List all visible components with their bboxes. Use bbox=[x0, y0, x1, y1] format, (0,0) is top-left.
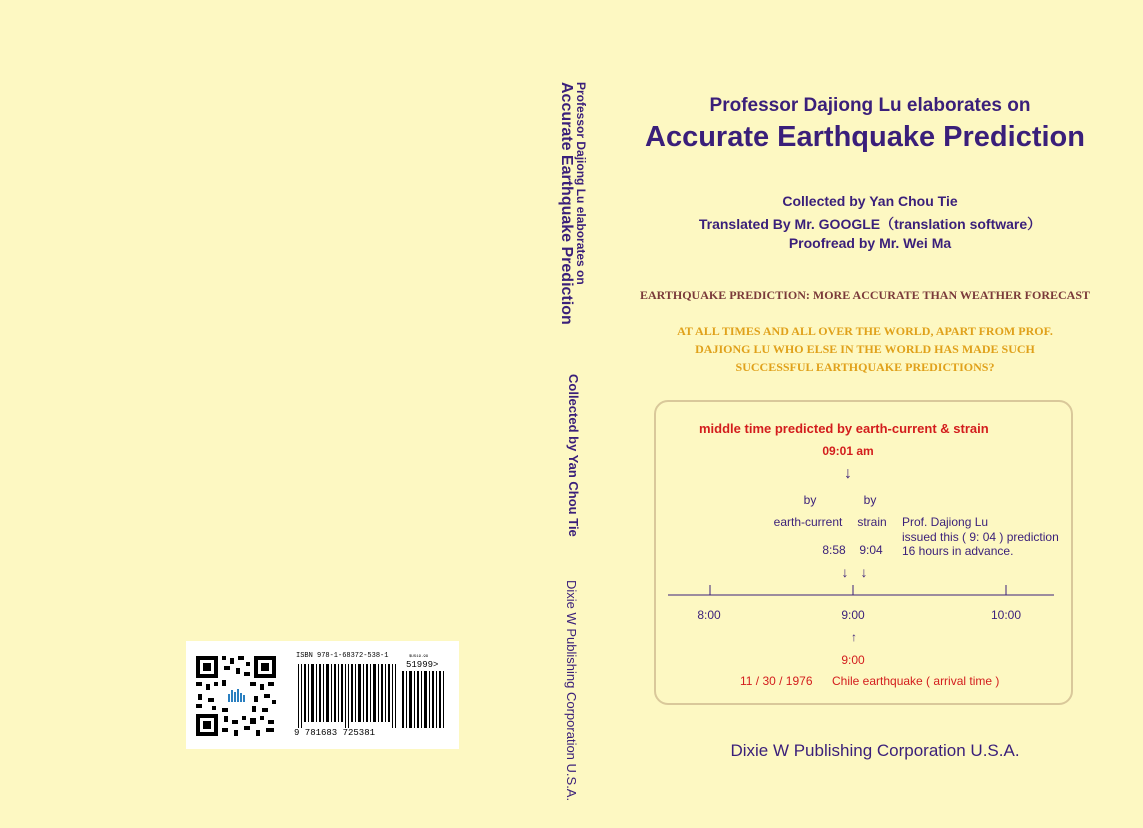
qr-code-icon bbox=[194, 654, 278, 738]
cover-publisher: Dixie W Publishing Corporation U.S.A. bbox=[730, 741, 1020, 760]
middle-time: 09:01 am bbox=[822, 444, 874, 458]
earth-current-arrow-icon: ↓ bbox=[841, 564, 849, 580]
credit-translator: Translated By Mr. GOOGLE（translation software） bbox=[698, 216, 1042, 232]
middle-time-arrow-icon: ↓ bbox=[844, 465, 852, 482]
credit-collector: Collected by Yan Chou Tie bbox=[782, 193, 958, 209]
isbn-text: ISBN 978-1-68372-538-1 bbox=[296, 652, 389, 660]
diagram-heading: middle time predicted by earth-current & strain bbox=[699, 421, 989, 436]
question-line-3: SUCCESSFUL EARTHQUAKE PREDICTIONS? bbox=[735, 360, 995, 374]
barcode-panel bbox=[186, 641, 459, 749]
axis-label-9: 9:00 bbox=[841, 608, 865, 622]
arrival-arrow-icon: ↑ bbox=[851, 630, 857, 644]
barcode-digits: 9 781683 725381 bbox=[294, 728, 376, 738]
by-label-earth-current: by bbox=[803, 493, 817, 507]
isbn-barcode bbox=[298, 664, 398, 728]
credit-proofreader: Proofread by Mr. Wei Ma bbox=[788, 235, 952, 251]
note-line-1: Prof. Dajiong Lu bbox=[902, 515, 989, 529]
method-earth-current: earth-current bbox=[773, 515, 843, 529]
price-barcode bbox=[402, 671, 447, 728]
event-date: 11 / 30 / 1976 bbox=[740, 674, 813, 688]
cover-subtitle: Professor Dajiong Lu elaborates on bbox=[709, 95, 1031, 116]
spine-collector: Collected by Yan Chou Tie bbox=[566, 374, 581, 537]
spine-subtitle: Professor Dajiong Lu elaborates on bbox=[574, 82, 588, 285]
time-earth-current: 8:58 bbox=[822, 543, 846, 557]
spine-publisher: Dixie W Publishing Corporation U.S.A. bbox=[564, 580, 579, 802]
prediction-diagram bbox=[654, 400, 1073, 705]
time-strain: 9:04 bbox=[859, 543, 883, 557]
spine-title: Accurate Earthquake Prediction bbox=[558, 82, 575, 325]
event-label: Chile earthquake ( arrival time ) bbox=[832, 674, 1000, 688]
axis-label-8: 8:00 bbox=[697, 608, 721, 622]
cover-tagline: EARTHQUAKE PREDICTION: MORE ACCURATE THAN WEATHER FORECAST bbox=[639, 288, 1091, 302]
price-digits: 51999> bbox=[406, 660, 439, 670]
strain-arrow-icon: ↓ bbox=[860, 564, 868, 580]
by-label-strain: by bbox=[863, 493, 877, 507]
cover-title: Accurate Earthquake Prediction bbox=[645, 121, 1085, 153]
question-line-2: DAJIONG LU WHO ELSE IN THE WORLD HAS MADE SUCH bbox=[695, 342, 1035, 356]
method-strain: strain bbox=[857, 515, 887, 529]
price-code: $US19.99 bbox=[409, 655, 429, 659]
arrival-time: 9:00 bbox=[841, 653, 865, 667]
question-line-1: AT ALL TIMES AND ALL OVER THE WORLD, APART FROM PROF. bbox=[677, 324, 1053, 338]
axis-label-10: 10:00 bbox=[990, 608, 1022, 622]
note-line-3: 16 hours in advance. bbox=[902, 544, 1014, 558]
note-line-2: issued this ( 9: 04 ) prediction bbox=[902, 530, 1059, 544]
